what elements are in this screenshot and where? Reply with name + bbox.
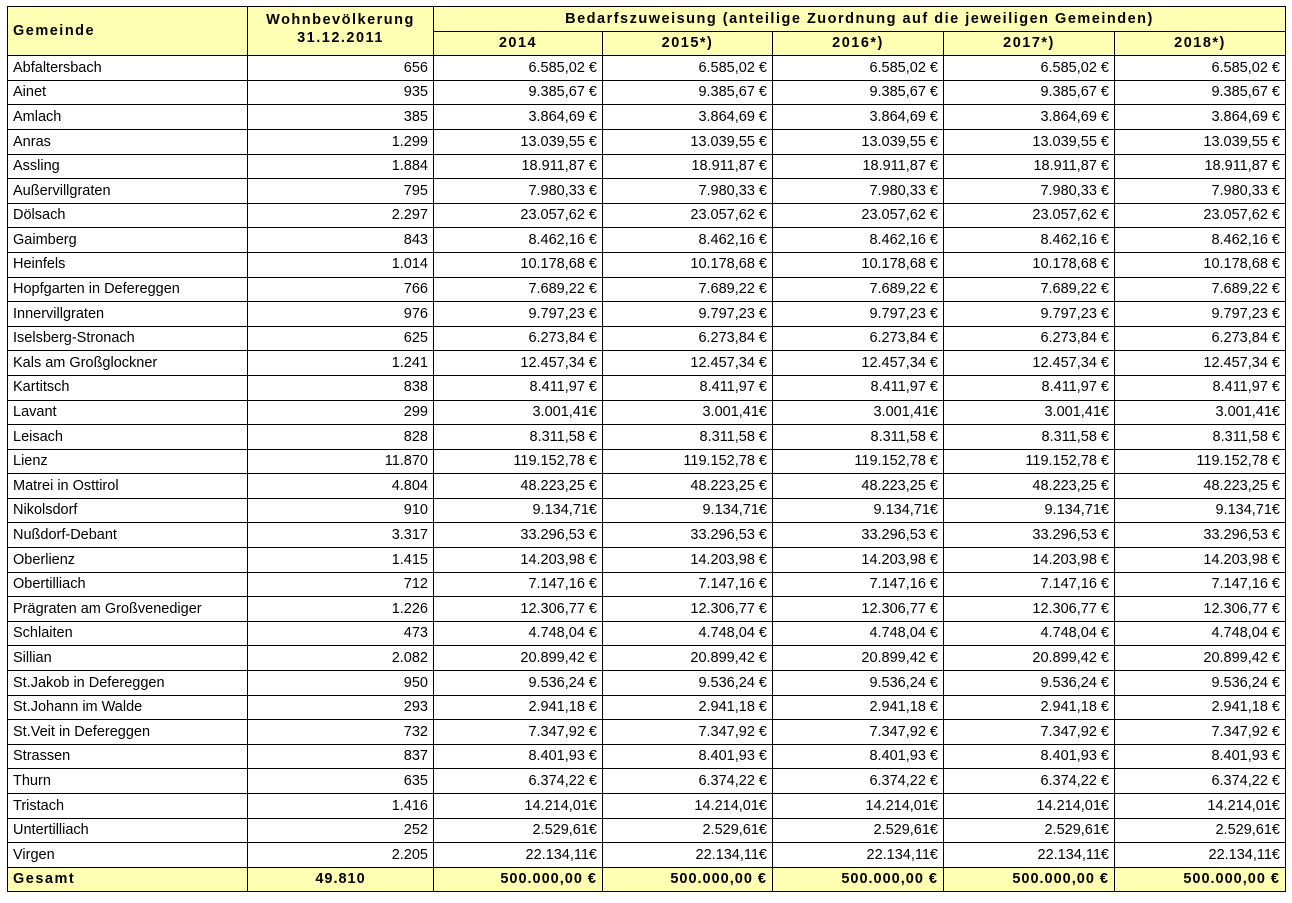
amount-cell: 3.001,41€ xyxy=(434,400,603,425)
amount-cell: 2.529,61€ xyxy=(944,818,1115,843)
amount-cell: 3.864,69 € xyxy=(944,105,1115,130)
population-cell: 1.884 xyxy=(248,154,434,179)
municipality-name: Nußdorf-Debant xyxy=(8,523,248,548)
amount-cell: 12.306,77 € xyxy=(603,597,773,622)
table-row xyxy=(8,794,1286,819)
amount-cell: 8.462,16 € xyxy=(434,228,603,253)
amount-cell: 10.178,68 € xyxy=(944,252,1115,277)
header-year-3: 2017*) xyxy=(944,31,1115,56)
amount-cell: 7.347,92 € xyxy=(434,720,603,745)
table-row xyxy=(8,105,1286,130)
amount-cell: 119.152,78 € xyxy=(434,449,603,474)
population-cell: 1.226 xyxy=(248,597,434,622)
amount-cell: 33.296,53 € xyxy=(773,523,944,548)
table-row xyxy=(8,425,1286,450)
municipality-name: Virgen xyxy=(8,843,248,868)
amount-cell: 9.134,71€ xyxy=(1115,498,1286,523)
table-row xyxy=(8,597,1286,622)
table-row xyxy=(8,474,1286,499)
amount-cell: 14.214,01€ xyxy=(944,794,1115,819)
amount-cell: 6.273,84 € xyxy=(944,326,1115,351)
table-row xyxy=(8,302,1286,327)
amount-cell: 8.311,58 € xyxy=(773,425,944,450)
municipality-name: Oberlienz xyxy=(8,548,248,573)
amount-cell: 8.411,97 € xyxy=(434,375,603,400)
municipality-name: Gaimberg xyxy=(8,228,248,253)
amount-cell: 9.797,23 € xyxy=(434,302,603,327)
amount-cell: 9.134,71€ xyxy=(603,498,773,523)
population-cell: 11.870 xyxy=(248,449,434,474)
header-population xyxy=(248,7,434,56)
table-row xyxy=(8,449,1286,474)
amount-cell: 22.134,11€ xyxy=(603,843,773,868)
amount-cell: 7.689,22 € xyxy=(434,277,603,302)
amount-cell: 9.134,71€ xyxy=(944,498,1115,523)
amount-cell: 8.462,16 € xyxy=(944,228,1115,253)
table-row xyxy=(8,720,1286,745)
amount-cell: 6.374,22 € xyxy=(944,769,1115,794)
population-cell: 3.317 xyxy=(248,523,434,548)
amount-cell: 22.134,11€ xyxy=(944,843,1115,868)
amount-cell: 33.296,53 € xyxy=(1115,523,1286,548)
municipality-name: Obertilliach xyxy=(8,572,248,597)
amount-cell: 7.980,33 € xyxy=(773,179,944,204)
header-population-label: Wohnbevölkerung xyxy=(266,12,415,28)
amount-cell: 8.311,58 € xyxy=(603,425,773,450)
table-row xyxy=(8,843,1286,868)
amount-cell: 12.457,34 € xyxy=(773,351,944,376)
amount-cell: 7.147,16 € xyxy=(773,572,944,597)
amount-cell: 3.864,69 € xyxy=(1115,105,1286,130)
amount-cell: 7.347,92 € xyxy=(1115,720,1286,745)
amount-cell: 20.899,42 € xyxy=(944,646,1115,671)
municipality-name: Innervillgraten xyxy=(8,302,248,327)
amount-cell: 2.941,18 € xyxy=(1115,695,1286,720)
table-row xyxy=(8,498,1286,523)
municipality-name: Leisach xyxy=(8,425,248,450)
total-amount-2016: 500.000,00 € xyxy=(773,867,944,892)
amount-cell: 2.529,61€ xyxy=(434,818,603,843)
amount-cell: 14.203,98 € xyxy=(1115,548,1286,573)
amount-cell: 2.529,61€ xyxy=(773,818,944,843)
amount-cell: 48.223,25 € xyxy=(944,474,1115,499)
amount-cell: 7.689,22 € xyxy=(1115,277,1286,302)
amount-cell: 22.134,11€ xyxy=(434,843,603,868)
municipality-name: Amlach xyxy=(8,105,248,130)
amount-cell: 7.980,33 € xyxy=(603,179,773,204)
table-header xyxy=(8,7,1286,56)
amount-cell: 2.941,18 € xyxy=(603,695,773,720)
amount-cell: 3.864,69 € xyxy=(434,105,603,130)
amount-cell: 2.941,18 € xyxy=(944,695,1115,720)
amount-cell: 7.980,33 € xyxy=(944,179,1115,204)
population-cell: 950 xyxy=(248,671,434,696)
amount-cell: 14.214,01€ xyxy=(773,794,944,819)
table-row xyxy=(8,252,1286,277)
amount-cell: 33.296,53 € xyxy=(434,523,603,548)
amount-cell: 6.374,22 € xyxy=(1115,769,1286,794)
amount-cell: 9.385,67 € xyxy=(1115,80,1286,105)
total-population: 49.810 xyxy=(248,867,434,892)
amount-cell: 8.401,93 € xyxy=(1115,744,1286,769)
table-row xyxy=(8,179,1286,204)
amount-cell: 2.529,61€ xyxy=(1115,818,1286,843)
municipality-name: Kartitsch xyxy=(8,375,248,400)
municipality-name: Lienz xyxy=(8,449,248,474)
amount-cell: 23.057,62 € xyxy=(603,203,773,228)
population-cell: 635 xyxy=(248,769,434,794)
municipality-name: Hopfgarten in Defereggen xyxy=(8,277,248,302)
amount-cell: 8.411,97 € xyxy=(944,375,1115,400)
amount-cell: 6.585,02 € xyxy=(1115,56,1286,81)
total-amount-2018: 500.000,00 € xyxy=(1115,867,1286,892)
population-cell: 656 xyxy=(248,56,434,81)
amount-cell: 8.462,16 € xyxy=(773,228,944,253)
amount-cell: 6.273,84 € xyxy=(603,326,773,351)
amount-cell: 3.864,69 € xyxy=(603,105,773,130)
table-row xyxy=(8,56,1286,81)
amount-cell: 8.401,93 € xyxy=(944,744,1115,769)
table-row xyxy=(8,228,1286,253)
municipality-name: Thurn xyxy=(8,769,248,794)
table-row xyxy=(8,277,1286,302)
amount-cell: 3.001,41€ xyxy=(944,400,1115,425)
amount-cell: 9.797,23 € xyxy=(1115,302,1286,327)
population-cell: 1.014 xyxy=(248,252,434,277)
table-row xyxy=(8,769,1286,794)
population-cell: 795 xyxy=(248,179,434,204)
amount-cell: 48.223,25 € xyxy=(434,474,603,499)
amount-cell: 4.748,04 € xyxy=(1115,621,1286,646)
amount-cell: 7.147,16 € xyxy=(1115,572,1286,597)
amount-cell: 20.899,42 € xyxy=(1115,646,1286,671)
population-cell: 473 xyxy=(248,621,434,646)
amount-cell: 48.223,25 € xyxy=(773,474,944,499)
amount-cell: 18.911,87 € xyxy=(944,154,1115,179)
amount-cell: 12.457,34 € xyxy=(944,351,1115,376)
municipality-name: Lavant xyxy=(8,400,248,425)
amount-cell: 7.980,33 € xyxy=(1115,179,1286,204)
amount-cell: 48.223,25 € xyxy=(603,474,773,499)
amount-cell: 6.374,22 € xyxy=(603,769,773,794)
amount-cell: 4.748,04 € xyxy=(603,621,773,646)
table-row xyxy=(8,818,1286,843)
amount-cell: 23.057,62 € xyxy=(944,203,1115,228)
population-cell: 4.804 xyxy=(248,474,434,499)
amount-cell: 8.462,16 € xyxy=(1115,228,1286,253)
amount-cell: 9.385,67 € xyxy=(944,80,1115,105)
amount-cell: 9.536,24 € xyxy=(773,671,944,696)
table-body xyxy=(8,56,1286,868)
amount-cell: 14.214,01€ xyxy=(434,794,603,819)
amount-cell: 13.039,55 € xyxy=(434,129,603,154)
amount-cell: 2.941,18 € xyxy=(773,695,944,720)
amount-cell: 23.057,62 € xyxy=(434,203,603,228)
allocation-table xyxy=(7,6,1286,892)
table-row xyxy=(8,80,1286,105)
municipality-name: St.Veit in Defereggen xyxy=(8,720,248,745)
municipality-name: Iselsberg-Stronach xyxy=(8,326,248,351)
municipality-name: Ainet xyxy=(8,80,248,105)
table-row xyxy=(8,744,1286,769)
amount-cell: 6.374,22 € xyxy=(773,769,944,794)
amount-cell: 20.899,42 € xyxy=(773,646,944,671)
amount-cell: 12.306,77 € xyxy=(1115,597,1286,622)
amount-cell: 12.306,77 € xyxy=(434,597,603,622)
amount-cell: 8.411,97 € xyxy=(1115,375,1286,400)
population-cell: 843 xyxy=(248,228,434,253)
amount-cell: 7.147,16 € xyxy=(603,572,773,597)
header-year-2: 2016*) xyxy=(773,31,944,56)
population-cell: 293 xyxy=(248,695,434,720)
amount-cell: 13.039,55 € xyxy=(603,129,773,154)
header-year-1: 2015*) xyxy=(603,31,773,56)
population-cell: 1.241 xyxy=(248,351,434,376)
amount-cell: 6.585,02 € xyxy=(773,56,944,81)
total-amount-2015: 500.000,00 € xyxy=(603,867,773,892)
amount-cell: 20.899,42 € xyxy=(603,646,773,671)
table-row xyxy=(8,572,1286,597)
amount-cell: 18.911,87 € xyxy=(434,154,603,179)
population-cell: 766 xyxy=(248,277,434,302)
amount-cell: 4.748,04 € xyxy=(434,621,603,646)
municipality-name: Strassen xyxy=(8,744,248,769)
population-cell: 976 xyxy=(248,302,434,327)
municipality-name: St.Jakob in Defereggen xyxy=(8,671,248,696)
amount-cell: 12.457,34 € xyxy=(603,351,773,376)
amount-cell: 13.039,55 € xyxy=(773,129,944,154)
amount-cell: 9.797,23 € xyxy=(773,302,944,327)
amount-cell: 3.001,41€ xyxy=(603,400,773,425)
amount-cell: 13.039,55 € xyxy=(1115,129,1286,154)
amount-cell: 9.536,24 € xyxy=(603,671,773,696)
amount-cell: 6.585,02 € xyxy=(603,56,773,81)
amount-cell: 10.178,68 € xyxy=(603,252,773,277)
amount-cell: 9.385,67 € xyxy=(603,80,773,105)
total-amount-2017: 500.000,00 € xyxy=(944,867,1115,892)
population-cell: 935 xyxy=(248,80,434,105)
amount-cell: 8.401,93 € xyxy=(773,744,944,769)
amount-cell: 6.374,22 € xyxy=(434,769,603,794)
amount-cell: 9.536,24 € xyxy=(434,671,603,696)
population-cell: 2.297 xyxy=(248,203,434,228)
table-row xyxy=(8,326,1286,351)
amount-cell: 23.057,62 € xyxy=(773,203,944,228)
header-year-0: 2014 xyxy=(434,31,603,56)
municipality-name: Abfaltersbach xyxy=(8,56,248,81)
amount-cell: 18.911,87 € xyxy=(603,154,773,179)
table-row xyxy=(8,621,1286,646)
amount-cell: 8.411,97 € xyxy=(773,375,944,400)
amount-cell: 8.401,93 € xyxy=(434,744,603,769)
municipality-name: Nikolsdorf xyxy=(8,498,248,523)
header-group-title: Bedarfszuweisung (anteilige Zuordnung auf die jeweiligen Gemeinden) xyxy=(434,7,1286,32)
amount-cell: 6.273,84 € xyxy=(1115,326,1286,351)
population-cell: 2.082 xyxy=(248,646,434,671)
amount-cell: 3.864,69 € xyxy=(773,105,944,130)
population-cell: 625 xyxy=(248,326,434,351)
population-cell: 252 xyxy=(248,818,434,843)
amount-cell: 8.311,58 € xyxy=(944,425,1115,450)
table-row xyxy=(8,523,1286,548)
amount-cell: 23.057,62 € xyxy=(1115,203,1286,228)
amount-cell: 7.147,16 € xyxy=(434,572,603,597)
amount-cell: 8.311,58 € xyxy=(1115,425,1286,450)
amount-cell: 33.296,53 € xyxy=(944,523,1115,548)
amount-cell: 9.797,23 € xyxy=(944,302,1115,327)
amount-cell: 22.134,11€ xyxy=(1115,843,1286,868)
total-amount-2014: 500.000,00 € xyxy=(434,867,603,892)
amount-cell: 3.001,41€ xyxy=(1115,400,1286,425)
population-cell: 1.299 xyxy=(248,129,434,154)
amount-cell: 119.152,78 € xyxy=(944,449,1115,474)
municipality-name: St.Johann im Walde xyxy=(8,695,248,720)
population-cell: 1.415 xyxy=(248,548,434,573)
amount-cell: 7.347,92 € xyxy=(944,720,1115,745)
amount-cell: 9.797,23 € xyxy=(603,302,773,327)
municipality-name: Heinfels xyxy=(8,252,248,277)
amount-cell: 12.306,77 € xyxy=(773,597,944,622)
amount-cell: 4.748,04 € xyxy=(944,621,1115,646)
amount-cell: 22.134,11€ xyxy=(773,843,944,868)
amount-cell: 9.385,67 € xyxy=(773,80,944,105)
amount-cell: 14.203,98 € xyxy=(603,548,773,573)
amount-cell: 6.273,84 € xyxy=(434,326,603,351)
amount-cell: 9.385,67 € xyxy=(434,80,603,105)
municipality-name: Außervillgraten xyxy=(8,179,248,204)
table-row xyxy=(8,400,1286,425)
population-cell: 910 xyxy=(248,498,434,523)
amount-cell: 12.457,34 € xyxy=(434,351,603,376)
amount-cell: 119.152,78 € xyxy=(773,449,944,474)
amount-cell: 8.401,93 € xyxy=(603,744,773,769)
amount-cell: 48.223,25 € xyxy=(1115,474,1286,499)
amount-cell: 119.152,78 € xyxy=(1115,449,1286,474)
amount-cell: 10.178,68 € xyxy=(1115,252,1286,277)
amount-cell: 6.273,84 € xyxy=(773,326,944,351)
population-cell: 732 xyxy=(248,720,434,745)
amount-cell: 7.347,92 € xyxy=(603,720,773,745)
municipality-name: Tristach xyxy=(8,794,248,819)
amount-cell: 9.134,71€ xyxy=(434,498,603,523)
amount-cell: 14.214,01€ xyxy=(603,794,773,819)
table-row xyxy=(8,154,1286,179)
amount-cell: 13.039,55 € xyxy=(944,129,1115,154)
population-cell: 838 xyxy=(248,375,434,400)
amount-cell: 7.689,22 € xyxy=(773,277,944,302)
total-row xyxy=(8,867,1286,892)
population-cell: 712 xyxy=(248,572,434,597)
amount-cell: 12.457,34 € xyxy=(1115,351,1286,376)
municipality-name: Schlaiten xyxy=(8,621,248,646)
amount-cell: 14.214,01€ xyxy=(1115,794,1286,819)
amount-cell: 9.536,24 € xyxy=(944,671,1115,696)
amount-cell: 2.529,61€ xyxy=(603,818,773,843)
amount-cell: 9.134,71€ xyxy=(773,498,944,523)
population-cell: 2.205 xyxy=(248,843,434,868)
municipality-name: Dölsach xyxy=(8,203,248,228)
table-row xyxy=(8,203,1286,228)
amount-cell: 10.178,68 € xyxy=(434,252,603,277)
amount-cell: 119.152,78 € xyxy=(603,449,773,474)
amount-cell: 14.203,98 € xyxy=(434,548,603,573)
amount-cell: 7.689,22 € xyxy=(603,277,773,302)
table-row xyxy=(8,646,1286,671)
amount-cell: 6.585,02 € xyxy=(944,56,1115,81)
population-cell: 385 xyxy=(248,105,434,130)
table-row xyxy=(8,375,1286,400)
amount-cell: 18.911,87 € xyxy=(773,154,944,179)
municipality-name: Matrei in Osttirol xyxy=(8,474,248,499)
amount-cell: 6.585,02 € xyxy=(434,56,603,81)
municipality-name: Anras xyxy=(8,129,248,154)
amount-cell: 18.911,87 € xyxy=(1115,154,1286,179)
amount-cell: 8.411,97 € xyxy=(603,375,773,400)
population-cell: 1.416 xyxy=(248,794,434,819)
population-cell: 828 xyxy=(248,425,434,450)
table-row xyxy=(8,351,1286,376)
header-gemeinde: Gemeinde xyxy=(8,7,248,56)
amount-cell: 2.941,18 € xyxy=(434,695,603,720)
amount-cell: 3.001,41€ xyxy=(773,400,944,425)
amount-cell: 14.203,98 € xyxy=(944,548,1115,573)
municipality-name: Prägraten am Großvenediger xyxy=(8,597,248,622)
municipality-name: Assling xyxy=(8,154,248,179)
amount-cell: 7.347,92 € xyxy=(773,720,944,745)
amount-cell: 7.147,16 € xyxy=(944,572,1115,597)
amount-cell: 14.203,98 € xyxy=(773,548,944,573)
municipality-name: Kals am Großglockner xyxy=(8,351,248,376)
amount-cell: 10.178,68 € xyxy=(773,252,944,277)
table-row xyxy=(8,671,1286,696)
amount-cell: 4.748,04 € xyxy=(773,621,944,646)
table-row xyxy=(8,695,1286,720)
municipality-name: Untertilliach xyxy=(8,818,248,843)
header-year-4: 2018*) xyxy=(1115,31,1286,56)
amount-cell: 8.311,58 € xyxy=(434,425,603,450)
amount-cell: 8.462,16 € xyxy=(603,228,773,253)
municipality-name: Sillian xyxy=(8,646,248,671)
population-cell: 299 xyxy=(248,400,434,425)
amount-cell: 20.899,42 € xyxy=(434,646,603,671)
amount-cell: 12.306,77 € xyxy=(944,597,1115,622)
amount-cell: 33.296,53 € xyxy=(603,523,773,548)
header-population-date: 31.12.2011 xyxy=(297,30,384,47)
amount-cell: 7.980,33 € xyxy=(434,179,603,204)
population-cell: 837 xyxy=(248,744,434,769)
total-label: Gesamt xyxy=(8,867,248,892)
amount-cell: 9.536,24 € xyxy=(1115,671,1286,696)
table-row xyxy=(8,129,1286,154)
amount-cell: 7.689,22 € xyxy=(944,277,1115,302)
table-row xyxy=(8,548,1286,573)
